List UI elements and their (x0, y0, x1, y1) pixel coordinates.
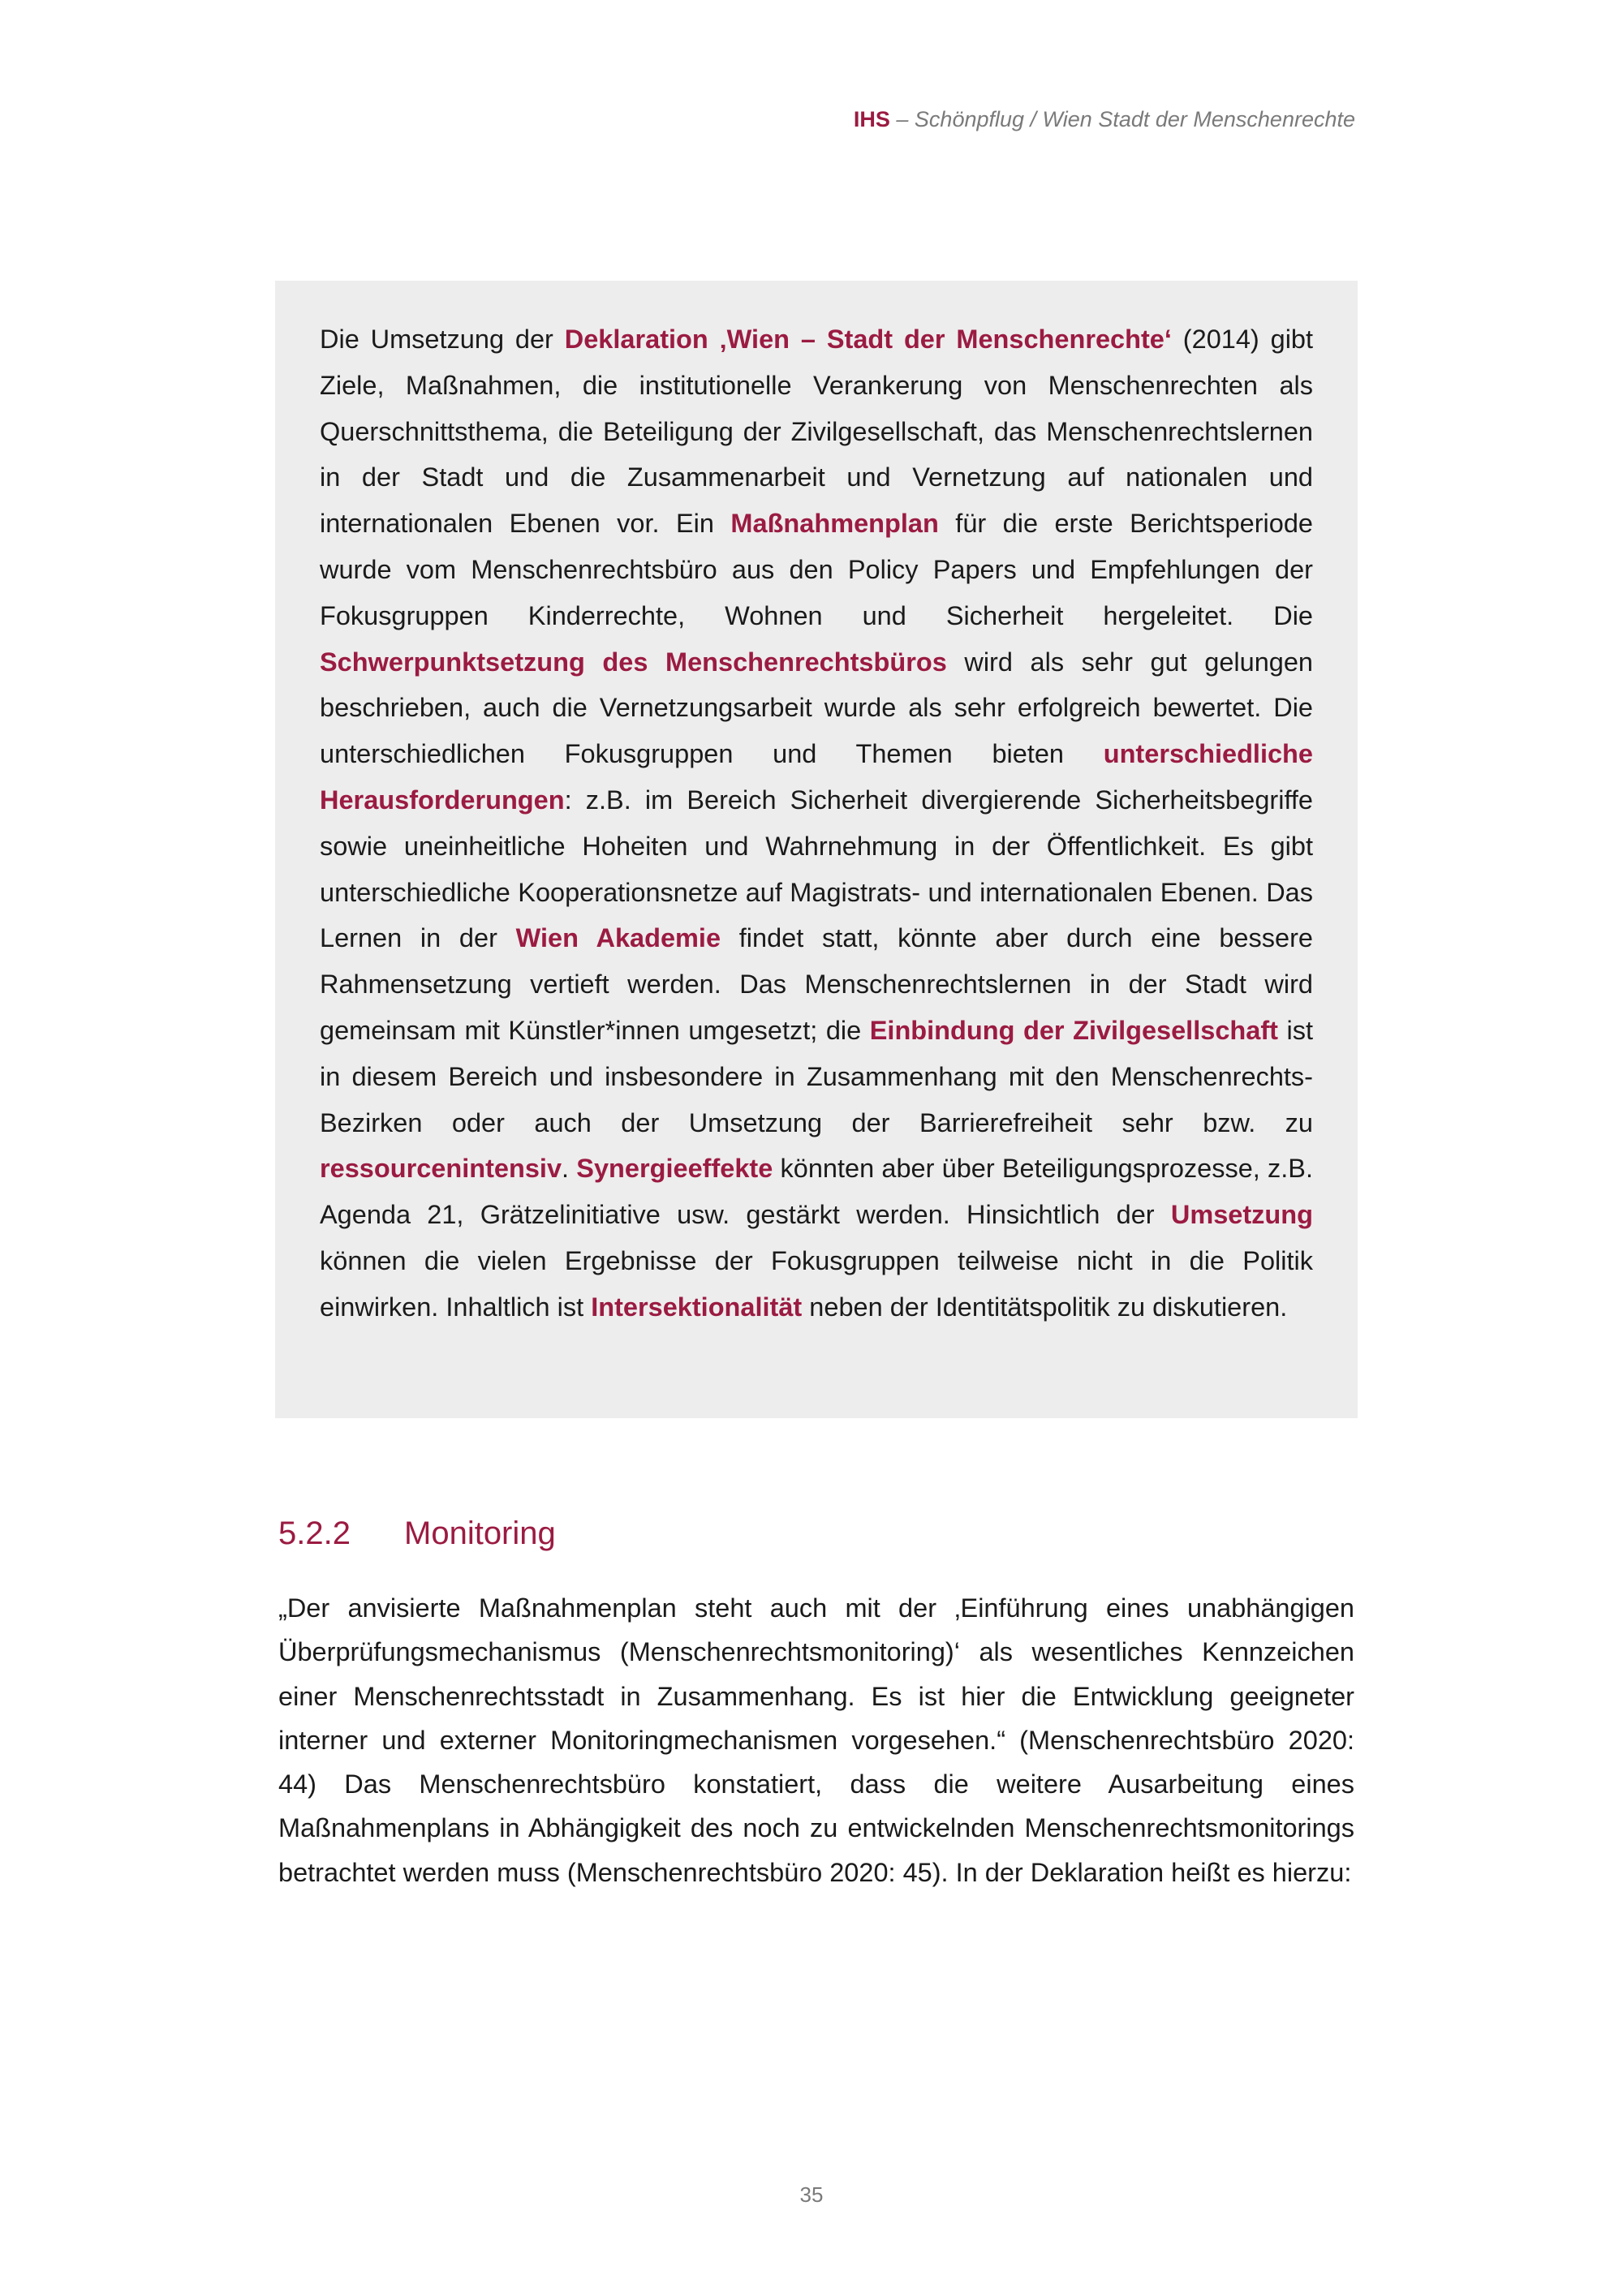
highlight-ressourcenintensiv: ressourcenintensiv (320, 1154, 562, 1184)
highlight-synergieeffekte: Synergieeffekte (576, 1154, 773, 1184)
section-number: 5.2.2 (278, 1516, 351, 1551)
summary-paragraph (320, 316, 1313, 1331)
highlight-intersektionalitaet: Intersektionalität (591, 1292, 803, 1322)
summary-text: Die Umsetzung der (320, 325, 565, 354)
highlight-wien-akademie: Wien Akademie (515, 923, 721, 953)
summary-text: könnten aber über Beteiligungsprozesse, z.B. Agenda 21, Grätzelinitiative usw. gestärkt werden. Hinsichtlich der (320, 1154, 1314, 1230)
summary-text: für die erste Berichtsperiode wurde vom Menschenrechtsbüro aus den Policy Papers und Empfehlungen der Fokusgruppen Kinderrechte, Wohnen und Sicherheit hergeleitet. Die (320, 509, 1313, 630)
summary-text: neben der Identitätspolitik zu diskutieren. (802, 1292, 1288, 1322)
highlight-einbindung: Einbindung der Zivilgesellschaft (869, 1015, 1278, 1045)
highlight-schwerpunktsetzung: Schwerpunktsetzung des Menschenrechtsbüros (320, 647, 947, 677)
page-number: 35 (799, 2182, 824, 2207)
running-header (854, 107, 1355, 132)
highlight-massnahmenplan: Maßnahmenplan (730, 509, 939, 539)
summary-box (275, 281, 1358, 1418)
summary-text: findet statt, könnte aber durch eine bessere Rahmensetzung vertieft werden. Das Menschenrechtslernen in der Stadt wird gemeinsam mit Künstler*innen umgesetzt; die (320, 923, 1313, 1045)
summary-text: . (562, 1154, 577, 1184)
section-heading (278, 1516, 556, 1552)
highlight-deklaration: Deklaration ‚Wien – Stadt der Menschenrechte‘ (564, 325, 1172, 354)
header-brand: IHS (853, 107, 890, 131)
highlight-umsetzung: Umsetzung (1170, 1200, 1313, 1230)
summary-text: können die vielen Ergebnisse der Fokusgruppen teilweise nicht in die Politik einwirken. Inhaltlich ist (320, 1245, 1313, 1322)
summary-text: : z.B. im Bereich Sicherheit divergierende Sicherheitsbegriffe sowie uneinheitliche Hoheiten und Wahrnehmung in der Öffentlichkeit. Es gibt unterschiedliche Kooperationsnetze auf Magistrats- und internationalen Ebenen. Das Lernen in der (320, 785, 1313, 953)
header-subtitle: – Schönpflug / Wien Stadt der Menschenrechte (889, 107, 1355, 131)
summary-text: ist in diesem Bereich und insbesondere in Zusammenhang mit den Menschenrechts-Bezirken oder auch der Umsetzung der Barrierefreiheit sehr bzw. zu (320, 1015, 1314, 1137)
summary-text: wird als sehr gut gelungen beschrieben, auch die Vernetzungsarbeit wurde als sehr erfolgreich bewertet. Die unterschiedlichen Fokusgruppen und Themen bieten (320, 647, 1313, 769)
summary-text: (2014) gibt Ziele, Maßnahmen, die institutionelle Verankerung von Menschenrechten als Querschnittsthema, die Beteiligung der Zivilgesellschaft, das Menschenrechtslernen in der Stadt und die Zusammenarbeit und Vernetzung auf nationalen und internationalen Ebenen vor. Ein (320, 325, 1314, 539)
highlight-herausforderungen: unterschiedliche Herausforderungen (320, 739, 1313, 815)
body-paragraph: „Der anvisierte Maßnahmenplan steht auch mit der ‚Einführung eines unabhängigen Überprüfungsmechanismus (Menschenrechtsmonitoring)‘ als wesentliches Kennzeichen einer Menschenrechtsstadt in Zusammenhang. Es ist hier die Entwicklung geeigneter interner und externer Monitoringmechanismen vorgesehen.“ (Menschenrechtsbüro 2020: 44) Das Menschenrechtsbüro konstatiert, dass die weitere Ausarbeitung eines Maßnahmenplans in Abhängigkeit des noch zu entwickelnden Menschenrechtsmonitorings betrachtet werden muss (Menschenrechtsbüro 2020: 45). In der Deklaration heißt es hierzu: (278, 1593, 1354, 1887)
section-title: Monitoring (404, 1516, 556, 1551)
